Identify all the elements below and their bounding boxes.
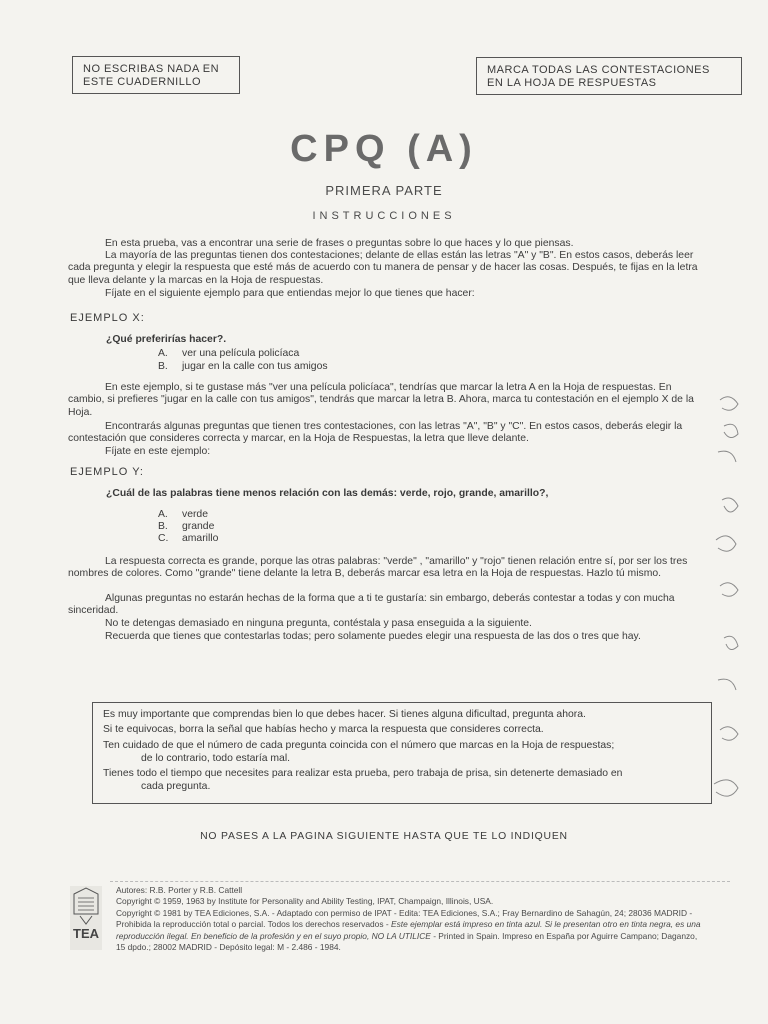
credits-warning: Este ejemplar está impreso en tinta azul. Si le presentan otro en tinta negra, es una [390, 919, 701, 930]
explanation-paragraph: No te detengas demasiado en ninguna pregunta, contéstala y pasa enseguida a la siguiente. [105, 618, 532, 629]
explanation-paragraph: Encontrarás algunas preguntas que tienen tres contestaciones, con las letras "A", "B" y "C". En estos casos, deberás elegir la contestación que consideres correcta y marcar, en la Hoja de Respuestas, la letra que lleve delante. [68, 421, 683, 445]
warning-line: NO ESCRIBAS NADA EN [83, 63, 220, 75]
test-title: CPQ (A) [290, 128, 478, 170]
option-text: jugar en la calle con tus amigos [182, 361, 328, 372]
explanation-paragraph: Algunas preguntas no estarán hechas de la forma que a ti te gustaría: sin embargo, deberás contestar a todas y con mucha sinceridad. [68, 593, 675, 617]
divider [110, 881, 730, 882]
note-line: Tienes todo el tiempo que necesites para realizar esta prueba, pero trabaja de prisa, sin detenerte demasiado en [103, 768, 623, 779]
note-line: Si te equivocas, borra la señal que habías hecho y marca la respuesta que consideres correcta. [103, 724, 544, 735]
warning-box-left [72, 56, 240, 94]
example-x-heading: EJEMPLO X: [70, 312, 145, 324]
margin-scribbles [700, 390, 750, 810]
intro-paragraph: En esta prueba, vas a encontrar una serie de frases o preguntas sobre lo que haces y lo que piensas. [105, 238, 574, 249]
do-not-turn-notice: NO PASES A LA PAGINA SIGUIENTE HASTA QUE TE LO INDIQUEN [200, 831, 568, 842]
credits-copyright: Copyright © 1981 by TEA Ediciones, S.A. - Adaptado con permiso de IPAT - Edita: TEA Ediciones, S.A.; Fray Bernardino de Sahagún, 24; 28036 MADRID - [116, 907, 693, 918]
credits-legal [116, 931, 716, 942]
option-text: ver una película policíaca [182, 348, 300, 359]
explanation-paragraph: Recuerda que tienes que contestarlas todas; pero solamente puedes elegir una respuesta de las dos o tres que hay. [105, 631, 641, 642]
example-y-question: ¿Cuál de las palabras tiene menos relación con las demás: verde, rojo, grande, amarillo?, [106, 488, 549, 499]
warning-box-right [476, 57, 742, 95]
option-letter: A. [158, 348, 168, 359]
example-x-option [158, 348, 299, 359]
explanation-paragraph: La respuesta correcta es grande, porque las otras palabras: "verde" , "amarillo" y "rojo" tienen relación entre sí, por ser los tres nombres de colores. Como "grande" tiene delante la letra B, deberás marcar esa letra en la Hoja de respuestas. Hazlo tú mismo. [68, 556, 688, 580]
tea-logo [70, 886, 102, 950]
example-y-option [158, 509, 208, 520]
intro-paragraph: Fíjate en el siguiente ejemplo para que entiendas mejor lo que tienes que hacer: [105, 288, 475, 299]
explanation-paragraph: Fíjate en este ejemplo: [105, 446, 211, 457]
credits-legal [116, 919, 716, 930]
option-letter: B. [158, 361, 168, 372]
example-x-option [158, 361, 328, 372]
option-letter: B. [158, 521, 168, 532]
credits-block [116, 885, 716, 953]
option-text: grande [182, 521, 215, 532]
note-line: de lo contrario, todo estaría mal. [141, 753, 291, 764]
example-x-question: ¿Qué preferirías hacer?. [106, 334, 227, 345]
option-letter: A. [158, 509, 168, 520]
important-notes-box [92, 702, 712, 804]
instructions-heading: INSTRUCCIONES [312, 210, 456, 222]
credits-authors: Autores: R.B. Porter y R.B. Cattell [116, 885, 243, 895]
intro-paragraph: La mayoría de las preguntas tienen dos contestaciones; delante de ellas están las letras "A" y "B". En estos casos, deberás leer cada pregunta y elegir la respuesta que esté más de acuerdo con tu manera de pensar y de hacer las cosas. Después, te fijas en la letra que lleva delante y la marcas en la Hoja de respuestas. [68, 250, 698, 286]
credits-printed: - Printed in Spain. Impreso en España por Aguirre Campano; Daganzo, [433, 930, 698, 941]
warning-line: EN LA HOJA DE RESPUESTAS [487, 77, 657, 89]
warning-line: ESTE CUADERNILLO [83, 76, 202, 88]
note-line: cada pregunta. [141, 781, 211, 792]
credits-address: 15 dpdo.; 28002 MADRID - Depósito legal: M - 2.486 - 1984. [116, 942, 341, 953]
option-text: amarillo [182, 533, 219, 544]
warning-line: MARCA TODAS LAS CONTESTACIONES [487, 64, 710, 76]
example-y-option [158, 521, 214, 532]
credits-warning: reproducción ilegal. En beneficio de la profesión y en el suyo propio, NO LA UTILICE [116, 930, 431, 941]
part-heading: PRIMERA PARTE [325, 183, 443, 198]
example-y-heading: EJEMPLO Y: [70, 466, 144, 478]
credits-reserved: Prohibida la reproducción total o parcial. Todos los derechos reservados - [116, 919, 389, 930]
note-line: Ten cuidado de que el número de cada pregunta coincida con el número que marcas en la Hoja de respuestas; [103, 740, 615, 751]
option-letter: C. [158, 533, 169, 544]
logo-text: TEA [73, 926, 99, 941]
note-line: Es muy importante que comprendas bien lo que debes hacer. Si tienes alguna dificultad, pregunta ahora. [103, 709, 586, 720]
explanation-paragraph: En este ejemplo, si te gustase más "ver una película policíaca", tendrías que marcar la letra A en la Hoja de respuestas. En cambio, si prefieres "jugar en la calle con tus amigos", tendrás que marcar la letra B. Ahora, marca tu contestación en el ejemplo X de la Hoja. [68, 382, 694, 418]
example-y-option [158, 533, 218, 544]
option-text: verde [182, 509, 208, 520]
credits-copyright: Copyright © 1959, 1963 by Institute for Personality and Ability Testing, IPAT, Champaign, Illinois, USA. [116, 896, 494, 907]
